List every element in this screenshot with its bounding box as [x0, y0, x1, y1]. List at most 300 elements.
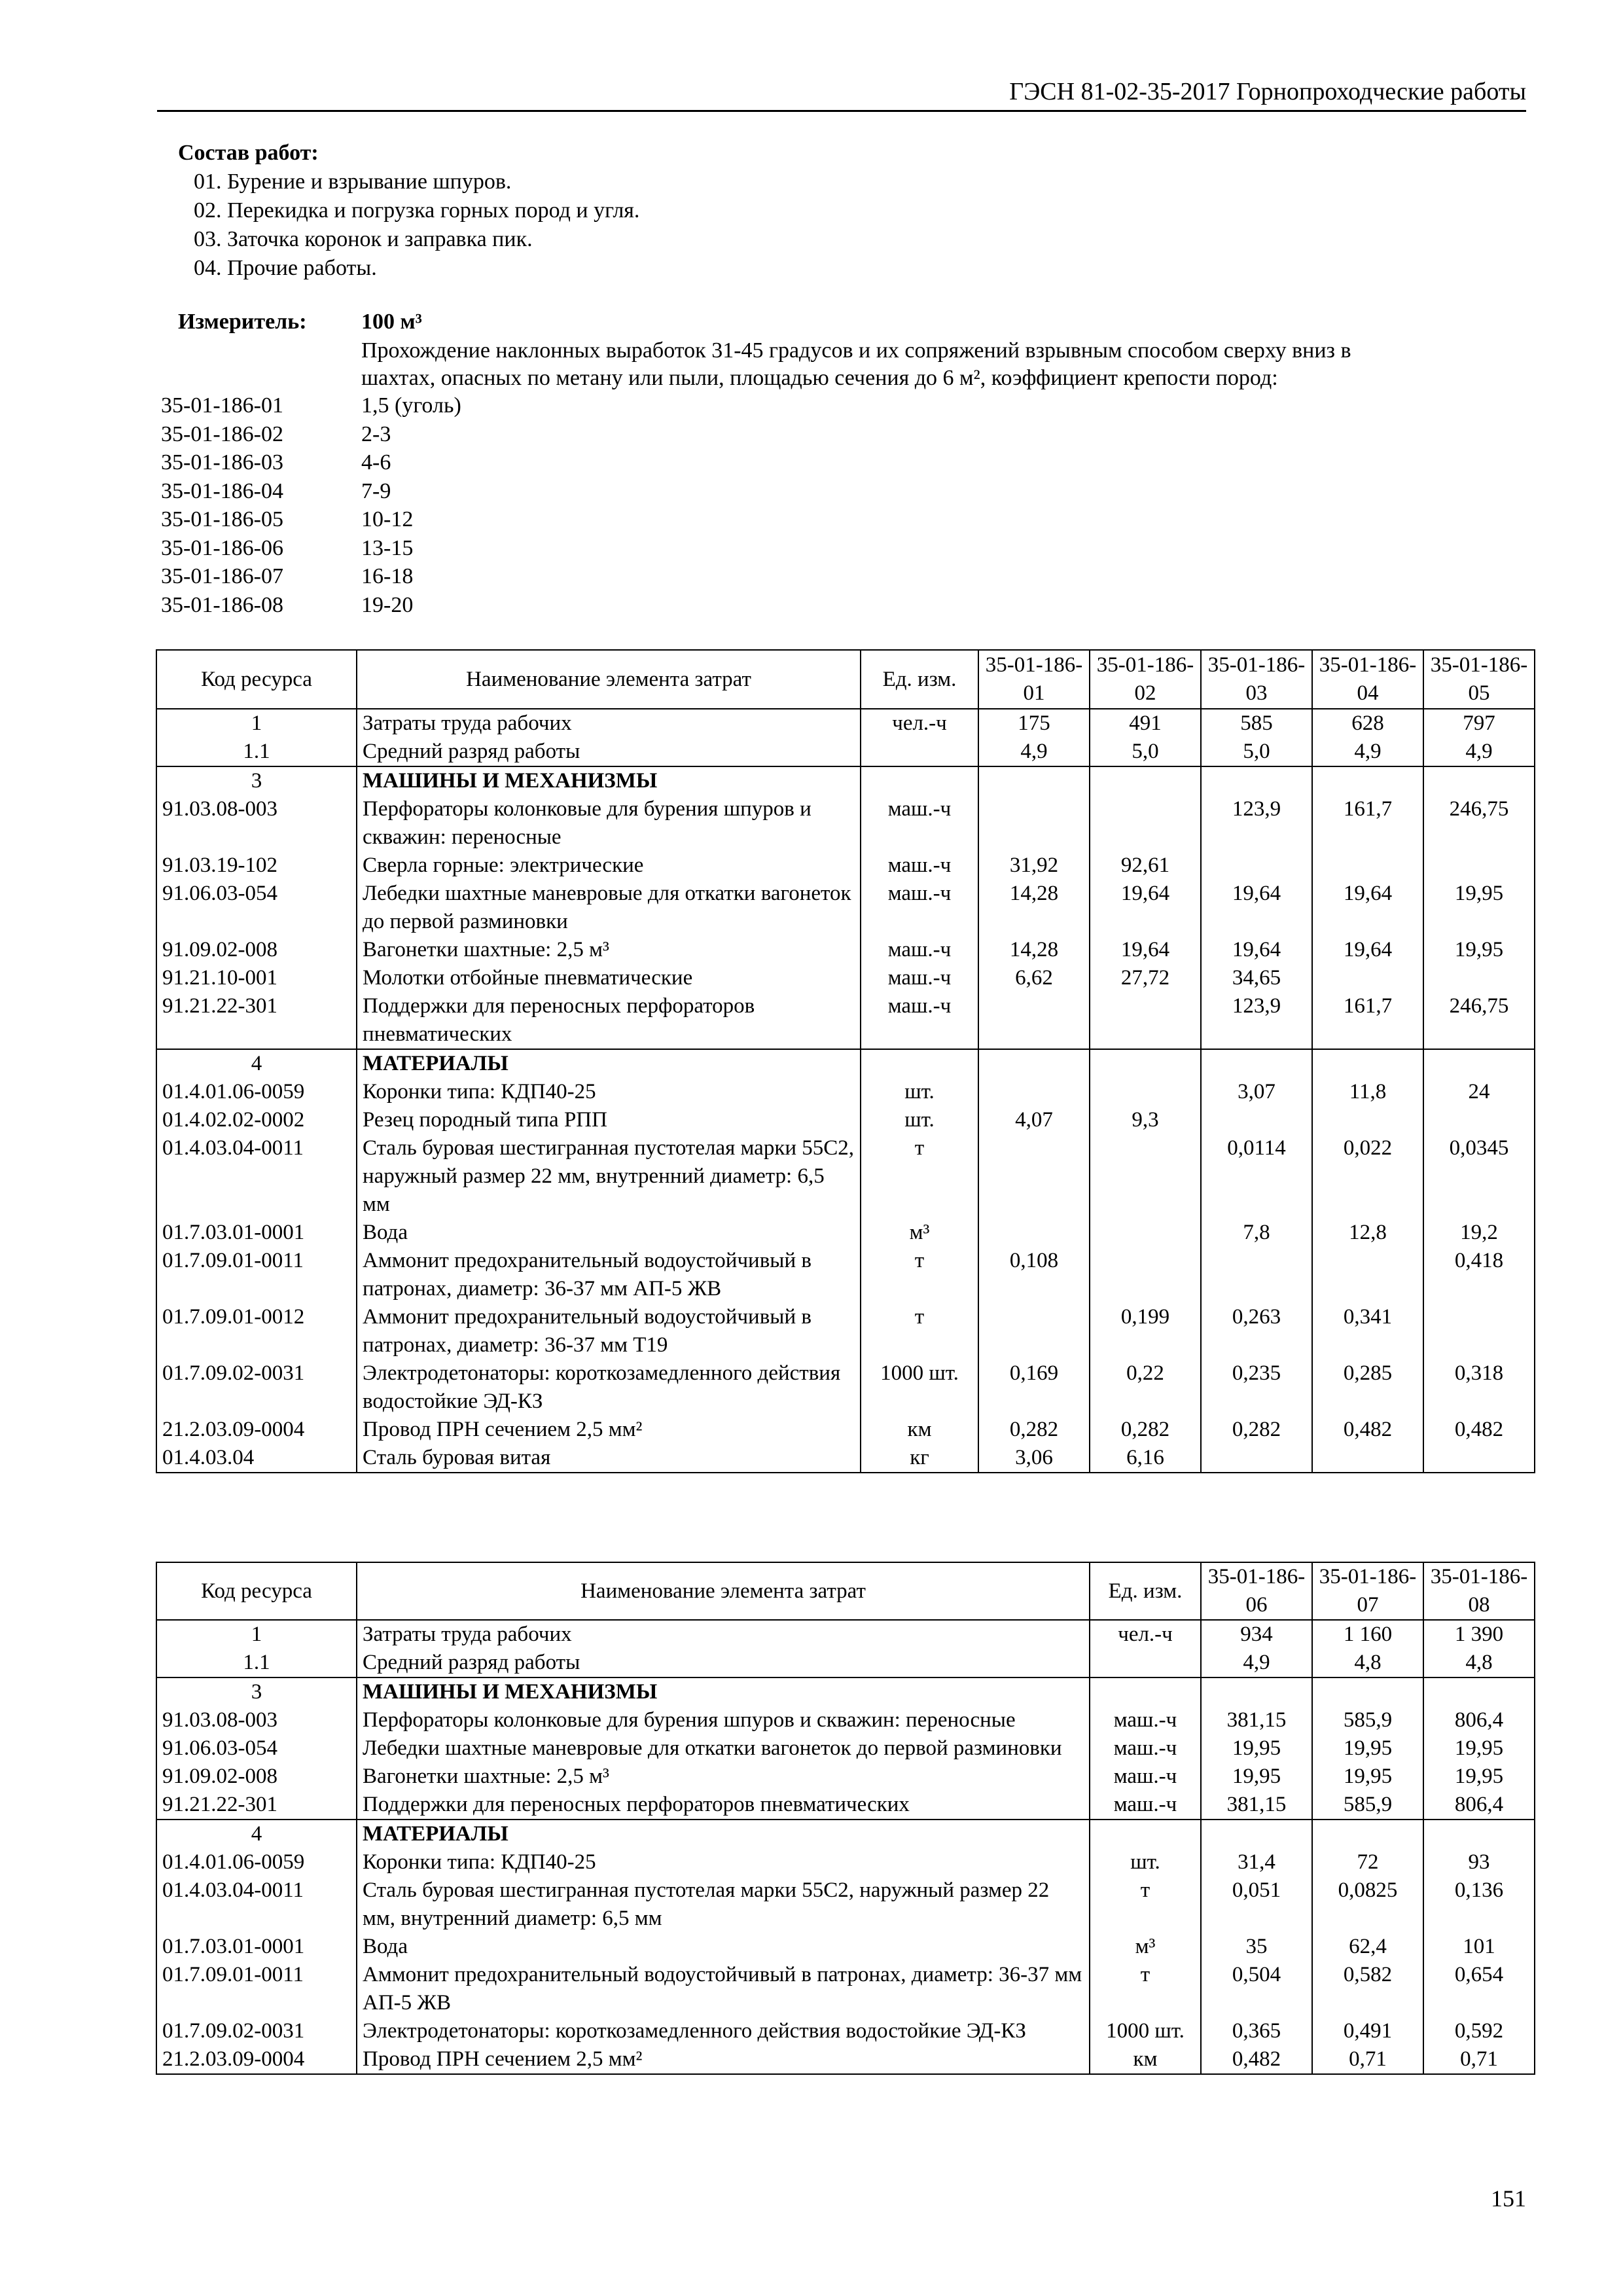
code-value: 19-20: [361, 592, 414, 617]
rate-value: 175: [978, 709, 1090, 738]
cost-element-name: Аммонит предохранительный водоустойчивый в патронах, диаметр: 36-37 мм АП-5 ЖВ: [357, 1961, 1090, 2017]
rate-value: 14,28: [978, 880, 1090, 936]
rate-value: [1312, 1444, 1423, 1473]
rate-value: 0,71: [1423, 2045, 1535, 2074]
rate-value: 19,64: [1312, 880, 1423, 936]
code-row: [161, 391, 461, 420]
rate-value: [1090, 1078, 1201, 1106]
code-row: [161, 420, 461, 449]
resource-code: 01.7.03.01-0001: [156, 1219, 357, 1247]
unit: [861, 738, 978, 766]
cost-element-name: Аммонит предохранительный водоустойчивый в патронах, диаметр: 36-37 мм АП-5 ЖВ: [357, 1247, 861, 1303]
rate-column-header: 35-01-186-04: [1312, 650, 1423, 709]
resource-code: 01.4.03.04-0011: [156, 1134, 357, 1219]
rate-column-header: 35-01-186-06: [1201, 1562, 1312, 1620]
resource-code: 01.7.03.01-0001: [156, 1933, 357, 1961]
rate-value: 5,0: [1201, 738, 1312, 766]
rate-value: 31,4: [1201, 1848, 1312, 1876]
resource-code: 91.06.03-054: [156, 880, 357, 936]
rate-value: 246,75: [1423, 795, 1535, 852]
unit: шт.: [861, 1078, 978, 1106]
rate-value: 19,64: [1201, 936, 1312, 964]
table-row: [156, 992, 1535, 1049]
cost-element-name: Перфораторы колонковые для бурения шпуров и скважин: переносные: [357, 795, 861, 852]
column-header: Наименование элемента затрат: [357, 650, 861, 709]
rate-value: [1201, 1247, 1312, 1303]
cost-element-name: Вода: [357, 1219, 861, 1247]
cost-element-name: Вагонетки шахтные: 2,5 м³: [357, 936, 861, 964]
unit: шт.: [861, 1106, 978, 1134]
code-id: 35-01-186-04: [161, 478, 283, 503]
rate-value: 12,8: [1312, 1219, 1423, 1247]
rate-value: 3,07: [1201, 1078, 1312, 1106]
table-row: [156, 709, 1535, 738]
table-row: [156, 880, 1535, 936]
rate-value: 246,75: [1423, 992, 1535, 1049]
rate-value: 381,15: [1201, 1791, 1312, 1820]
table-row: [156, 1049, 1535, 1078]
rate-value: 161,7: [1312, 795, 1423, 852]
rate-value: 4,9: [1312, 738, 1423, 766]
table-row: [156, 795, 1535, 852]
rate-value: [1423, 1049, 1535, 1078]
rate-value: [1090, 1049, 1201, 1078]
rate-value: [978, 992, 1090, 1049]
unit: маш.-ч: [861, 795, 978, 852]
rate-value: [1201, 1106, 1312, 1134]
rate-value: 0,318: [1423, 1359, 1535, 1416]
rate-value: 19,64: [1090, 880, 1201, 936]
rate-value: 0,0825: [1312, 1876, 1423, 1933]
code-value: 13-15: [361, 535, 414, 560]
unit: маш.-ч: [861, 964, 978, 992]
measure-value: 100 м³: [361, 310, 422, 334]
rate-value: 161,7: [1312, 992, 1423, 1049]
rate-value: 0,482: [1312, 1416, 1423, 1444]
resource-table-1: [156, 649, 1535, 1473]
rate-value: 101: [1423, 1933, 1535, 1961]
table-row: [156, 1820, 1535, 1848]
cost-element-name: Затраты труда рабочих: [357, 709, 861, 738]
rate-value: 3,06: [978, 1444, 1090, 1473]
unit: км: [1090, 2045, 1201, 2074]
rate-value: 0,365: [1201, 2017, 1312, 2045]
code-value: 2-3: [361, 422, 391, 446]
resource-code: 3: [156, 1677, 357, 1706]
code-id: 35-01-186-07: [161, 564, 283, 588]
unit: [1090, 1820, 1201, 1848]
table-row: [156, 2017, 1535, 2045]
rate-value: 0,482: [1423, 1416, 1535, 1444]
cost-element-name: Поддержки для переносных перфораторов пневматических: [357, 1791, 1090, 1820]
cost-element-name: Средний разряд работы: [357, 738, 861, 766]
rate-value: 7,8: [1201, 1219, 1312, 1247]
rate-column-header: 35-01-186-02: [1090, 650, 1201, 709]
resource-code: 1.1: [156, 738, 357, 766]
code-id: 35-01-186-03: [161, 450, 283, 475]
unit: [1090, 1649, 1201, 1677]
unit: м³: [861, 1219, 978, 1247]
cost-element-name: Провод ПРН сечением 2,5 мм²: [357, 2045, 1090, 2074]
unit: т: [861, 1303, 978, 1359]
unit: чел.-ч: [1090, 1620, 1201, 1649]
column-header: Код ресурса: [156, 650, 357, 709]
code-row: [161, 534, 461, 563]
resource-code: 01.7.09.01-0011: [156, 1247, 357, 1303]
rate-value: 19,64: [1090, 936, 1201, 964]
resource-code: 3: [156, 766, 357, 795]
code-list: [161, 391, 461, 619]
resource-code: 4: [156, 1049, 357, 1078]
rate-value: 0,582: [1312, 1961, 1423, 2017]
rate-column-header: 35-01-186-08: [1423, 1562, 1535, 1620]
cost-element-name: Коронки типа: КДП40-25: [357, 1078, 861, 1106]
rate-value: 934: [1201, 1620, 1312, 1649]
cost-element-name: Провод ПРН сечением 2,5 мм²: [357, 1416, 861, 1444]
table-row: [156, 1876, 1535, 1933]
rate-value: [1423, 1820, 1535, 1848]
section-title: МАШИНЫ И МЕХАНИЗМЫ: [357, 766, 861, 795]
unit: маш.-ч: [861, 852, 978, 880]
table-row: [156, 738, 1535, 766]
cost-element-name: Сталь буровая шестигранная пустотелая марки 55С2, наружный размер 22 мм, внутренний диаметр: 6,5 мм: [357, 1876, 1090, 1933]
rate-value: [978, 795, 1090, 852]
table-row: [156, 1416, 1535, 1444]
rate-value: 9,3: [1090, 1106, 1201, 1134]
section-title: МАТЕРИАЛЫ: [357, 1049, 861, 1078]
code-value: 16-18: [361, 564, 414, 588]
cost-element-name: Электродетонаторы: короткозамедленного действия водостойкие ЭД-КЗ: [357, 1359, 861, 1416]
cost-element-name: Средний разряд работы: [357, 1649, 1090, 1677]
cost-element-name: Затраты труда рабочих: [357, 1620, 1090, 1649]
column-header: Ед. изм.: [861, 650, 978, 709]
unit: маш.-ч: [861, 992, 978, 1049]
rate-value: 6,16: [1090, 1444, 1201, 1473]
resource-code: 21.2.03.09-0004: [156, 1416, 357, 1444]
resource-code: 01.4.01.06-0059: [156, 1078, 357, 1106]
resource-code: 01.4.02.02-0002: [156, 1106, 357, 1134]
page-header: [157, 73, 1526, 112]
column-header: Ед. изм.: [1090, 1562, 1201, 1620]
rate-value: 19,95: [1423, 936, 1535, 964]
unit: маш.-ч: [1090, 1763, 1201, 1791]
cost-element-name: Аммонит предохранительный водоустойчивый в патронах, диаметр: 36-37 мм Т19: [357, 1303, 861, 1359]
resource-code: 01.7.09.01-0012: [156, 1303, 357, 1359]
unit: т: [861, 1247, 978, 1303]
unit: кг: [861, 1444, 978, 1473]
rate-value: 585,9: [1312, 1706, 1423, 1734]
resource-code: 01.7.09.02-0031: [156, 1359, 357, 1416]
code-row: [161, 448, 461, 477]
column-header: Код ресурса: [156, 1562, 357, 1620]
rate-value: [1201, 1444, 1312, 1473]
rate-value: [978, 1219, 1090, 1247]
rate-column-header: 35-01-186-05: [1423, 650, 1535, 709]
rate-value: 4,8: [1312, 1649, 1423, 1677]
rate-value: 4,9: [1201, 1649, 1312, 1677]
code-row: [161, 477, 461, 506]
rate-value: [1312, 1820, 1423, 1848]
unit: маш.-ч: [1090, 1706, 1201, 1734]
table-row: [156, 1763, 1535, 1791]
section-title: МАШИНЫ И МЕХАНИЗМЫ: [357, 1677, 1090, 1706]
unit: маш.-ч: [861, 880, 978, 936]
rate-value: 93: [1423, 1848, 1535, 1876]
header-title: ГЭСН 81-02-35-2017 Горнопроходческие работы: [1009, 78, 1526, 105]
unit: маш.-ч: [1090, 1734, 1201, 1763]
table-row: [156, 1848, 1535, 1876]
rate-value: [1423, 1106, 1535, 1134]
rate-value: 19,95: [1312, 1734, 1423, 1763]
rate-value: 0,654: [1423, 1961, 1535, 2017]
rate-value: [1090, 766, 1201, 795]
rate-value: [1423, 852, 1535, 880]
unit: т: [861, 1134, 978, 1219]
cost-element-name: Сталь буровая шестигранная пустотелая марки 55С2, наружный размер 22 мм, внутренний диаметр: 6,5 мм: [357, 1134, 861, 1219]
rate-value: [978, 1134, 1090, 1219]
resource-code: 91.21.10-001: [156, 964, 357, 992]
code-value: 10-12: [361, 507, 414, 531]
table-row: [156, 1247, 1535, 1303]
table-row: [156, 1444, 1535, 1473]
resource-code: 91.03.19-102: [156, 852, 357, 880]
work-title: Состав работ:: [178, 141, 319, 165]
table-row: [156, 1961, 1535, 2017]
table-row: [156, 1106, 1535, 1134]
rate-value: 0,282: [978, 1416, 1090, 1444]
unit: 1000 шт.: [861, 1359, 978, 1416]
rate-value: 24: [1423, 1078, 1535, 1106]
code-value: 1,5 (уголь): [361, 393, 461, 418]
rate-column-header: 35-01-186-03: [1201, 650, 1312, 709]
resource-code: 91.09.02-008: [156, 936, 357, 964]
table-row: [156, 766, 1535, 795]
rate-value: 19,64: [1201, 880, 1312, 936]
rate-value: 11,8: [1312, 1078, 1423, 1106]
rate-value: [1312, 1049, 1423, 1078]
unit: м³: [1090, 1933, 1201, 1961]
rate-value: 4,07: [978, 1106, 1090, 1134]
cost-element-name: Вагонетки шахтные: 2,5 м³: [357, 1763, 1090, 1791]
rate-value: 0,199: [1090, 1303, 1201, 1359]
resource-code: 21.2.03.09-0004: [156, 2045, 357, 2074]
resource-code: 91.03.08-003: [156, 1706, 357, 1734]
resource-code: 01.4.03.04-0011: [156, 1876, 357, 1933]
rate-value: [978, 1049, 1090, 1078]
rate-value: 0,341: [1312, 1303, 1423, 1359]
cost-element-name: Лебедки шахтные маневровые для откатки вагонеток до первой разминовки: [357, 880, 861, 936]
rate-value: [1312, 852, 1423, 880]
rate-value: [1090, 1134, 1201, 1219]
resource-code: 1.1: [156, 1649, 357, 1677]
resource-code: 1: [156, 709, 357, 738]
cost-element-name: Поддержки для переносных перфораторов пневматических: [357, 992, 861, 1049]
rate-value: 6,62: [978, 964, 1090, 992]
rate-value: 0,022: [1312, 1134, 1423, 1219]
resource-code: 01.4.03.04: [156, 1444, 357, 1473]
resource-code: 01.4.01.06-0059: [156, 1848, 357, 1876]
rate-value: [978, 766, 1090, 795]
rate-value: [1090, 1219, 1201, 1247]
rate-value: 0,136: [1423, 1876, 1535, 1933]
rate-value: 797: [1423, 709, 1535, 738]
table-row: [156, 1649, 1535, 1677]
rate-value: [1423, 1444, 1535, 1473]
rate-value: 19,95: [1423, 1734, 1535, 1763]
rate-value: [1201, 1820, 1312, 1848]
code-row: [161, 591, 461, 620]
table-row: [156, 1078, 1535, 1106]
table-row: [156, 1303, 1535, 1359]
code-id: 35-01-186-02: [161, 422, 283, 446]
resource-code: 91.21.22-301: [156, 1791, 357, 1820]
rate-value: [1423, 1677, 1535, 1706]
rate-value: 19,95: [1423, 880, 1535, 936]
unit: 1000 шт.: [1090, 2017, 1201, 2045]
table-row: [156, 1734, 1535, 1763]
cost-element-name: Вода: [357, 1933, 1090, 1961]
work-item: 04. Прочие работы.: [194, 256, 377, 280]
rate-value: [1423, 766, 1535, 795]
rate-value: [1090, 992, 1201, 1049]
rate-value: 4,9: [978, 738, 1090, 766]
cost-element-name: Молотки отбойные пневматические: [357, 964, 861, 992]
rate-value: 1 160: [1312, 1620, 1423, 1649]
table-row: [156, 1933, 1535, 1961]
section-title: МАТЕРИАЛЫ: [357, 1820, 1090, 1848]
rate-value: [978, 1303, 1090, 1359]
rate-value: 0,051: [1201, 1876, 1312, 1933]
code-value: 4-6: [361, 450, 391, 475]
rate-value: 0,235: [1201, 1359, 1312, 1416]
rate-value: 585: [1201, 709, 1312, 738]
rate-value: [1201, 1677, 1312, 1706]
resource-code: 4: [156, 1820, 357, 1848]
rate-value: [1312, 964, 1423, 992]
page-number: 151: [1491, 2185, 1526, 2212]
work-item: 02. Перекидка и погрузка горных пород и угля.: [194, 198, 640, 223]
rate-column-header: 35-01-186-07: [1312, 1562, 1423, 1620]
rate-value: 491: [1090, 709, 1201, 738]
rate-value: 34,65: [1201, 964, 1312, 992]
measure-description: Прохождение наклонных выработок 31-45 градусов и их сопряжений взрывным способом сверху вниз в: [361, 338, 1351, 363]
cost-element-name: Коронки типа: КДП40-25: [357, 1848, 1090, 1876]
rate-value: 0,0345: [1423, 1134, 1535, 1219]
rate-value: 31,92: [978, 852, 1090, 880]
rate-value: 123,9: [1201, 992, 1312, 1049]
table-row: [156, 1219, 1535, 1247]
rate-value: 0,263: [1201, 1303, 1312, 1359]
column-header: Наименование элемента затрат: [357, 1562, 1090, 1620]
rate-value: 628: [1312, 709, 1423, 738]
rate-value: 0,71: [1312, 2045, 1423, 2074]
rate-value: [1423, 1303, 1535, 1359]
rate-value: 19,95: [1312, 1763, 1423, 1791]
rate-value: 0,169: [978, 1359, 1090, 1416]
rate-value: 72: [1312, 1848, 1423, 1876]
table-row: [156, 2045, 1535, 2074]
unit: [861, 1049, 978, 1078]
table-row: [156, 1134, 1535, 1219]
resource-code: 91.03.08-003: [156, 795, 357, 852]
rate-value: 35: [1201, 1933, 1312, 1961]
rate-column-header: 35-01-186-01: [978, 650, 1090, 709]
rate-value: 19,95: [1201, 1763, 1312, 1791]
resource-code: 01.7.09.02-0031: [156, 2017, 357, 2045]
cost-element-name: Резец породный типа РПП: [357, 1106, 861, 1134]
rate-value: [1201, 1049, 1312, 1078]
rate-value: 0,418: [1423, 1247, 1535, 1303]
cost-element-name: Сверла горные: электрические: [357, 852, 861, 880]
rate-value: 0,491: [1312, 2017, 1423, 2045]
table-row: [156, 1706, 1535, 1734]
rate-value: 0,282: [1090, 1416, 1201, 1444]
rate-value: 806,4: [1423, 1706, 1535, 1734]
rate-value: [1090, 1247, 1201, 1303]
code-row: [161, 505, 461, 534]
rate-value: 19,2: [1423, 1219, 1535, 1247]
rate-value: 19,95: [1201, 1734, 1312, 1763]
table-row: [156, 1359, 1535, 1416]
unit: чел.-ч: [861, 709, 978, 738]
rate-value: 0,22: [1090, 1359, 1201, 1416]
cost-element-name: Перфораторы колонковые для бурения шпуров и скважин: переносные: [357, 1706, 1090, 1734]
rate-value: 0,504: [1201, 1961, 1312, 2017]
rate-value: [978, 1078, 1090, 1106]
rate-value: 27,72: [1090, 964, 1201, 992]
work-item: 03. Заточка коронок и заправка пик.: [194, 227, 533, 251]
resource-code: 91.21.22-301: [156, 992, 357, 1049]
rate-value: 4,9: [1423, 738, 1535, 766]
rate-value: 19,95: [1423, 1763, 1535, 1791]
rate-value: [1201, 766, 1312, 795]
unit: т: [1090, 1876, 1201, 1933]
table-row: [156, 964, 1535, 992]
resource-code: 01.7.09.01-0011: [156, 1961, 357, 2017]
resource-code: 91.06.03-054: [156, 1734, 357, 1763]
rate-value: 585,9: [1312, 1791, 1423, 1820]
resource-table-2: [156, 1562, 1535, 2075]
rate-value: 0,108: [978, 1247, 1090, 1303]
code-id: 35-01-186-01: [161, 393, 283, 418]
cost-element-name: Сталь буровая витая: [357, 1444, 861, 1473]
rate-value: [1312, 1106, 1423, 1134]
table-row: [156, 852, 1535, 880]
rate-value: [1201, 852, 1312, 880]
unit: км: [861, 1416, 978, 1444]
resource-code: 91.09.02-008: [156, 1763, 357, 1791]
code-value: 7-9: [361, 478, 391, 503]
table-row: [156, 1791, 1535, 1820]
unit: маш.-ч: [1090, 1791, 1201, 1820]
unit: маш.-ч: [861, 936, 978, 964]
rate-value: 4,8: [1423, 1649, 1535, 1677]
rate-value: 0,482: [1201, 2045, 1312, 2074]
rate-value: 123,9: [1201, 795, 1312, 852]
rate-value: [1312, 1247, 1423, 1303]
table-row: [156, 1620, 1535, 1649]
rate-value: 381,15: [1201, 1706, 1312, 1734]
resource-code: 1: [156, 1620, 357, 1649]
unit: [1090, 1677, 1201, 1706]
code-id: 35-01-186-06: [161, 535, 283, 560]
code-row: [161, 562, 461, 591]
rate-value: 5,0: [1090, 738, 1201, 766]
rate-value: 0,592: [1423, 2017, 1535, 2045]
rate-value: 92,61: [1090, 852, 1201, 880]
cost-element-name: Электродетонаторы: короткозамедленного действия водостойкие ЭД-КЗ: [357, 2017, 1090, 2045]
cost-element-name: Лебедки шахтные маневровые для откатки вагонеток до первой разминовки: [357, 1734, 1090, 1763]
